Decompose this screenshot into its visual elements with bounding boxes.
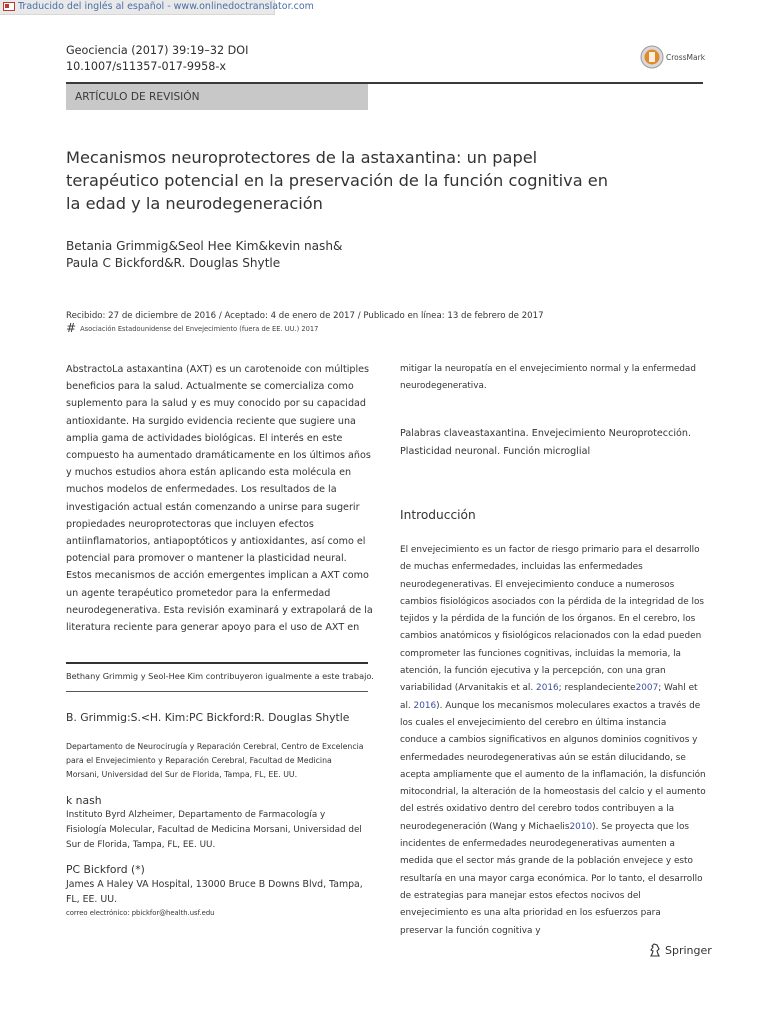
paper-title: Mecanismos neuroprotectores de la astaxantina: un papel terapéutico potencial en la preservación de la función cognitiva en la edad y la neurodegeneración — [66, 148, 608, 213]
crossmark-label: CrossMark — [666, 52, 706, 62]
citation-link[interactable]: 2016 — [536, 683, 559, 694]
copyright-text: Asociación Estadounidense del Envejecimiento (fuera de EE. UU.) 2017 — [80, 325, 319, 333]
affiliation-dept: Departamento de Neurocirugía y Reparación Cerebral, Centro de Excelencia para el Envejecimiento y Reparación Cerebral, Facultad de Medicina Morsani, Universidad del Sur de Florida, Tampa, FL, EE. UU. — [66, 742, 364, 779]
crossmark-icon — [640, 45, 664, 69]
author-list — [66, 238, 566, 272]
translator-link[interactable]: Traducido del inglés al español - www.onlinedoctranslator.com — [18, 1, 314, 12]
affiliation-va-hospital: James A Haley VA Hospital, 13000 Bruce B Downs Blvd, Tampa, FL, EE. UU. — [66, 879, 363, 905]
doi-line: 10.1007/s11357-017-9958-x — [66, 60, 227, 73]
springer-label: Springer — [665, 943, 712, 957]
section-heading-introduction: Introducción — [400, 508, 476, 522]
publication-dates: Recibido: 27 de diciembre de 2016 / Aceptado: 4 de enero de 2017 / Publicado en línea: 13 de febrero de 2017 — [66, 311, 544, 321]
affiliation-byrd: Instituto Byrd Alzheimer, Departamento de Farmacología y Fisiología Molecular, Facultad de Medicina Morsani, Universidad del Sur de Florida, Tampa, FL, EE. UU. — [66, 810, 362, 850]
intro-text: ; resplandeciente — [558, 683, 636, 694]
corresponding-email[interactable]: correo electrónico: pbickfor@health.usf.edu — [66, 909, 215, 917]
copyright-line — [66, 322, 318, 335]
citation-link[interactable]: 2016 — [413, 700, 437, 711]
affiliation-author-knash: k nash — [66, 794, 102, 807]
footnote-rule-bottom — [66, 691, 368, 692]
citation-link[interactable]: 2010 — [569, 821, 593, 832]
journal-citation — [66, 43, 248, 75]
crossmark-badge[interactable] — [640, 45, 705, 69]
article-type-label: ARTÍCULO DE REVISIÓN — [66, 84, 368, 110]
author-line-1: Betania Grimmig&Seol Hee Kim&kevin nash& — [66, 239, 343, 253]
springer-logo — [648, 943, 712, 957]
translator-banner[interactable] — [0, 0, 314, 15]
keywords: Palabras claveastaxantina. Envejecimiento Neuroprotección. Plasticidad neuronal. Función microglial — [400, 428, 692, 457]
author-line-2: Paula C Bickford&R. Douglas Shytle — [66, 256, 281, 270]
abstract-continuation: mitigar la neuropatía en el envejecimiento normal y la enfermedad neurodegenerativa. — [400, 364, 696, 391]
citation-link[interactable]: 2007 — [635, 683, 659, 694]
affiliation-author-bickford: PC Bickford (*) — [66, 863, 145, 876]
introduction-paragraph — [400, 542, 706, 940]
equal-contribution-note: Bethany Grimmig y Seol-Hee Kim contribuyeron igualmente a este trabajo. — [66, 671, 374, 681]
springer-knight-icon — [648, 943, 662, 957]
intro-text: ; Wahl et al. — [400, 683, 698, 711]
intro-text: ). Aunque los mecanismos moleculares exactos a través de los cuales el envejecimiento del cerebro en última instancia conduce a cambios significativos en algunos dominios cognitivos y enfermedades neurodegenerativas aún se están dilucidando, se acepta ampliamente que el aumento de la inflamación, la disfunción mitocondrial, la alteración de la homeostasis del calcio y el aumento del estrés oxidativo dentro del cerebro todos contribuyen a la neurodegeneración (Wang y Michaelis — [400, 700, 706, 832]
abstract: AbstractoLa astaxantina (AXT) es un carotenoide con múltiples beneficios para la salud. Actualmente se comercializa como suplemento para la salud y es muy conocido por su capacidad antioxidante. Ha surgido evidencia reciente que sugiere una amplia gama de actividades biológicas. El interés en este compuesto ha aumentado dramáticamente en los últimos años y muchos estudios ahora están aplicando esta molécula en muchos modelos de enfermedades. Los resultados de la investigación actual están comenzando a unirse para sugerir propiedades neuroprotectoras que incluyen efectos antiinflamatorios, antiapoptóticos y antioxidantes, así como el potencial para promover o mantener la plasticidad neural. Estos mecanismos de acción emergentes implican a AXT como un agente terapéutico prometedor para la enfermedad neurodegenerativa. Esta revisión examinará y extrapolará de la literatura reciente para generar apoyo para el uso de AXT en — [66, 364, 373, 634]
intro-text: ). Se proyecta que los incidentes de enfermedades neurodegenerativas aumenten a medida que el sector más grande de la población envejece y esto resultaría en una mayor carga económica. Por lo tanto, el desarrollo de estrategias para manejar estos efectos nocivos del envejecimiento es una alta prioridad en los esfuerzos para preservar la función cognitiva y — [400, 821, 703, 936]
affiliation-authors: B. Grimmig:S.<H. Kim:PC Bickford:R. Douglas Shytle — [66, 711, 350, 724]
journal-line: Geociencia (2017) 39:19–32 DOI — [66, 44, 249, 57]
footnote-rule — [66, 662, 368, 664]
copyright-symbol: # — [66, 321, 77, 335]
intro-text: El envejecimiento es un factor de riesgo primario para el desarrollo de muchas enfermedades, incluidas las enfermedades neurodegenerativas. El envejecimiento conduce a numerosos cambios fisiológicos asociados con la pérdida de la integridad de los tejidos y la pérdida de la función de los órganos. En el cerebro, los cambios anatómicos y fisiológicos relacionados con la edad pueden comprometer las funciones cognitivas, incluidas la memoria, la atención, la función ejecutiva y la percepción, con una gran variabilidad (Arvanitakis et al. — [400, 545, 705, 694]
translate-icon — [3, 2, 15, 11]
